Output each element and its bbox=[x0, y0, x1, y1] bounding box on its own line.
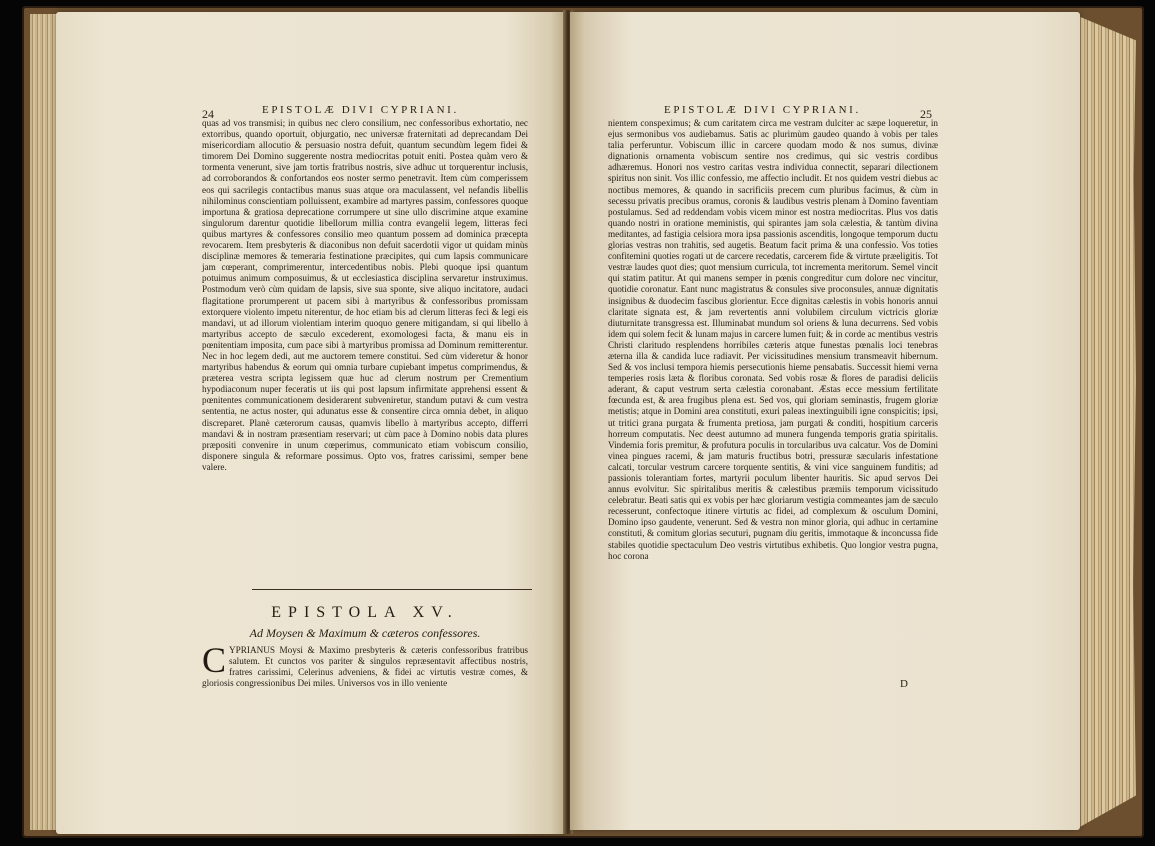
epistola-heading: EPISTOLA XV. bbox=[271, 604, 459, 621]
epistola-subtitle: Ad Moysen & Maximum & cæteros confessores. bbox=[249, 626, 481, 640]
left-page bbox=[56, 12, 566, 834]
body-text: quas ad vos transmisi; in quibus nec clero consilium, nec confessoribus exhortatio, nec extorribus, quando oportuit, objurgatio, nec universæ fraternitati ad deprecandam Dei misericordiam allocutio & persuasio nostra defuit, quantum secundùm legem fidei & timorem Dei Domino suggerente nostra mediocritas potuit eniti. Postea quàm vero & tormenta venerunt, sive jam tortis fratribus nostris, sive adhuc ut torquerentur inclusis, ad corroborandos & confortandos eos noster sermo penetravit. Item cùm comperissem eos qui sacrilegis contactibus manus suas atque ora maculassent, vel nefandis libellis nihilominus conscientiam polluissent, exambire ad martyres passim, confessores quoque importuna & gratiosa deprecatione corrumpere ut sine ullo discrimine atque examine singulorum darentur quotidie libellorum millia contra evangelii legem, litteras feci quibus martyres & confessores consilio meo quantum possem ad dominica præcepta revocarem. Item presbyteris & diaconibus non defuit sacerdotii vigor ut quidam minùs disciplinæ memores & temeraria festinatione præcipites, qui cum lapsis communicare jam cœperant, comprimerentur, intercedentibus nobis. Plebi quoque ipsi quantum potuimus animum composuimus, & ut ecclesiastica disciplina servaretur instruximus. Postmodum verò cùm quidam de lapsis, sive sua sponte, sive aliquo incitatore, audaci flagitatione prorumperent ut pacem sibi à martyribus & confessoribus promissam extorquere violento impetu niterentur, de hoc etiam bis ad clerum litteras feci & legi eis mandavi, ut ad illorum violentiam interim quoquo genere mitigandam, si qui libello à martyribus accepto de sæculo excederent, exomologesi facta, & manu eis in pœnitentiam imposita, cum pace sibi à martyribus promissa ad Dominum remitterentur. Nec in hoc legem dedi, aut me auctorem temere constitui. Sed cùm videretur & honor martyribus habendus & eorum qui omnia turbare cupiebant impetus comprimendus, & præterea vestra scripta legissem quæ huc ad clerum nostrum per Crementium hypodiaconum nuper feceratis ut iis qui post lapsum infirmitate apprehensi essent & pœnitentes communicationem desiderarent subveniretur, standum putavi & cum vestra sententia, ne actus noster, qui adunatus esse & consentire circa omnia debet, in aliquo discreparet. Planè cæterorum causas, quamvis libello à martyribus accepto, differri mandavi & in nostram præsentiam reservari; ut cùm pace à Domino nobis data plures præpositi convenire in unum cœperimus, communicato etiam vobiscum consilio, disponere singula & reformare possimus. Opto vos, fratres carissimi, semper bene valere. bbox=[202, 118, 528, 472]
drop-cap: C bbox=[202, 640, 227, 680]
running-head: EPISTOLÆ DIVI CYPRIANI. bbox=[664, 104, 861, 116]
letter-body bbox=[202, 118, 528, 473]
section-rule bbox=[252, 589, 532, 590]
page-number: 24 bbox=[202, 107, 214, 121]
right-page bbox=[570, 12, 1080, 830]
signature-mark: D bbox=[900, 678, 908, 690]
letter-body bbox=[608, 118, 938, 562]
page-number: 25 bbox=[920, 107, 932, 121]
opening-text: YPRIANUS Moysi & Maximo presbyteris & cæteris confessoribus fratribus salutem. Et cunctos vos pariter & singulos repræsentavit affectibus nostris, fratres carissimi, Celerinus adveniens, & fidei ac virtutis vestræ comes, & gloriosis congressionibus Dei miles. Universos vos in illo veniente bbox=[202, 645, 528, 689]
letter-opening bbox=[202, 640, 528, 689]
body-text: nientem conspeximus; & cum caritatem circa me vestram dulciter ac sæpe loqueretur, in ejus sermonibus vos audiebamus. Satis ac plurimùm gaudeo quando à vobis per tales talia perferuntur. Vobiscum illic in carcere quodam modo & nos sumus, divinæ dignationis ornamenta vobiscum sentire nos credimus, qui sic vestris cordibus adhæremus. Honori nos vestro caritas vestra individua connectit, separari dilectionem spiritus non sinit. Vos illic confessio, me affectio includit. Et nos quidem vestri diebus ac noctibus memores, & quando in sacrificiis precem cum pluribus facimus, & cùm in secessu privatis precibus oramus, coronis & laudibus vestris plenam à Domino faventiam postulamus. Sed ad reddendam vobis vicem minor est nostra mediocritas. Plus vos datis quando nostri in oratione meministis, qui spirantes jam sola cælestia, & tantùm divina meditantes, ad fastigia celsiora mora ipsa passionis ascenditis, longoque temporum ductu glorias vestras non trahitis, sed augetis. Beatum facit prima & una confessio. Vos toties confitemini quoties rogati ut de carcere recedatis, carcerem fide & virtute præeligitis. Tot vestræ laudes quot dies; quot mensium curricula, tot incrementa meritorum. Semel vincit qui statim patitur. At qui manens semper in pœnis congreditur cum dolore nec vincitur, quotidie coronatur. Eant nunc magistratus & consules sive proconsules, annuæ dignitatis insignibus & duodecim fascibus glorientur. Ecce dignitas cælestis in vobis honoris annui claritate signata est, & jam revertentis anni volubilem circulum victricis gloriæ diuturnitate transgressa est. Illuminabat mundum sol oriens & luna decurrens. Sed vobis idem qui solem fecit & lunam majus in carcere lumen fuit; & in corde ac mentibus vestris Christi claritudo resplendens horribiles cæteris atque funestas pœnalis loci tenebras æterna illa & candida luce radiavit. Per vicissitudines mensium transmeavit hibernum. Sed & vos inclusi tempora hiemis persecutionis hieme pensabatis. Successit hiemi verna temperies rosis læta & floribus coronata. Sed vobis rosæ & flores de paradisi deliciis aderant, & caput vestrum serta cælestia coronabant. Æstas ecce messium fertilitate fœcunda est, & area frugibus plena est. Sed vos, qui gloriam seminastis, frugem gloriæ metistis; atque in Domini area constituti, exuri paleas inextinguibili igne conspicitis; ipsi, ut tritici grana purgata & frumenta pretiosa, jam purgati & conditi, hospitium carceris horreum computatis. Nec deest autumno ad munera fungenda temporis gratia spiritalis. Vindemia foris premitur, & profutura poculis in torcularibus uva calcatur. Vos de Domini vinea pingues racemi, & jam maturis fructibus botri, pressuræ sæcularis infestatione calcati, torcular vestrum carcere torquente sentitis, & vini vice sanguinem funditis; ad passionis tolerantiam fortes, martyrii poculum libenter hauritis. Sic apud servos Dei annus evolvitur. Sic spiritalibus meritis & cælestibus præmiis temporum vicissitudo celebratur. Beati satis qui ex vobis per hæc gloriarum vestigia commeantes jam de sæculo recesserunt, confectoque itinere virtutis ac fidei, ad complexum & osculum Domini, Domino ipso gaudente, venerunt. Sed & vestra non minor gloria, qui adhuc in certamine constituti, & comitum glorias secuturi, pugnam diu geritis, immotaque & inconcussa fide stabiles quotidie spectaculum Deo vestris virtutibus exhibetis. Quo longior vestra pugna, hoc corona bbox=[608, 118, 938, 561]
right-page-edges bbox=[1078, 16, 1136, 828]
running-head: EPISTOLÆ DIVI CYPRIANI. bbox=[262, 104, 459, 116]
